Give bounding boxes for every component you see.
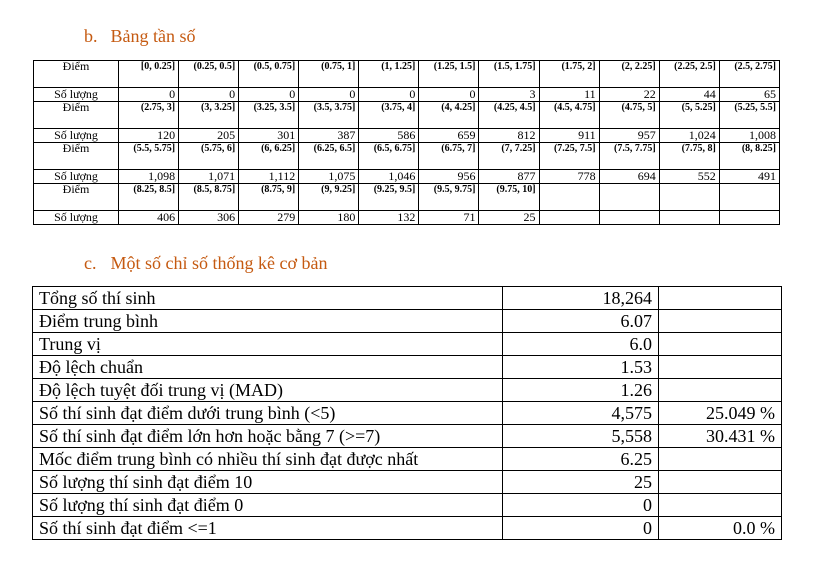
stat-value: 6.0 xyxy=(503,333,659,356)
stat-value: 25 xyxy=(503,471,659,494)
bin-cell: (6, 6.25] xyxy=(239,143,299,170)
bin-cell: (5.5, 5.75] xyxy=(119,143,179,170)
bin-cell: (3.25, 3.5] xyxy=(239,102,299,129)
bin-cell: (4.25, 4.5] xyxy=(479,102,539,129)
count-cell: 911 xyxy=(539,129,599,143)
count-cell: 956 xyxy=(419,170,479,184)
bin-cell: (7.5, 7.75] xyxy=(599,143,659,170)
stat-row xyxy=(33,402,782,425)
bin-cell: (3.75, 4] xyxy=(359,102,419,129)
count-cell xyxy=(659,211,719,225)
bin-cell: (0.75, 1] xyxy=(299,61,359,88)
stat-label: Số thí sinh đạt điểm dưới trung bình (<5) xyxy=(33,402,503,425)
count-cell: 205 xyxy=(179,129,239,143)
count-cell: 659 xyxy=(419,129,479,143)
stat-row xyxy=(33,333,782,356)
stat-label: Độ lệch tuyệt đối trung vị (MAD) xyxy=(33,379,503,402)
score-row xyxy=(34,61,780,88)
bin-cell: (4.75, 5] xyxy=(599,102,659,129)
stat-label: Độ lệch chuẩn xyxy=(33,356,503,379)
section-marker: b. xyxy=(84,26,98,46)
frequency-table xyxy=(33,60,780,225)
bin-cell: (1.25, 1.5] xyxy=(419,61,479,88)
row-label: Số lượng xyxy=(34,129,119,143)
bin-cell: (9.5, 9.75] xyxy=(419,184,479,211)
count-cell: 387 xyxy=(299,129,359,143)
bin-cell: (0.5, 0.75] xyxy=(239,61,299,88)
bin-cell: (2.5, 2.75] xyxy=(719,61,779,88)
count-cell: 552 xyxy=(659,170,719,184)
stat-label: Trung vị xyxy=(33,333,503,356)
count-cell xyxy=(539,211,599,225)
count-cell: 0 xyxy=(419,88,479,102)
stat-percent xyxy=(659,287,782,310)
count-cell xyxy=(719,211,779,225)
row-label: Điểm xyxy=(34,61,119,88)
count-cell: 1,024 xyxy=(659,129,719,143)
stat-label: Số thí sinh đạt điểm <=1 xyxy=(33,517,503,540)
stat-row xyxy=(33,425,782,448)
stat-percent xyxy=(659,333,782,356)
bin-cell: (6.75, 7] xyxy=(419,143,479,170)
bin-cell: (7.75, 8] xyxy=(659,143,719,170)
count-cell: 65 xyxy=(719,88,779,102)
count-cell: 0 xyxy=(299,88,359,102)
count-row xyxy=(34,170,780,184)
count-cell: 877 xyxy=(479,170,539,184)
stat-row xyxy=(33,310,782,333)
statistics-table xyxy=(32,286,782,540)
score-row xyxy=(34,102,780,129)
row-label: Số lượng xyxy=(34,88,119,102)
bin-cell: (3, 3.25] xyxy=(179,102,239,129)
stat-percent: 25.049 % xyxy=(659,402,782,425)
stat-row xyxy=(33,287,782,310)
row-label: Điểm xyxy=(34,102,119,129)
stat-value: 18,264 xyxy=(503,287,659,310)
count-cell: 3 xyxy=(479,88,539,102)
count-cell: 132 xyxy=(359,211,419,225)
count-row xyxy=(34,211,780,225)
count-row xyxy=(34,88,780,102)
stat-value: 0 xyxy=(503,517,659,540)
row-label: Điểm xyxy=(34,184,119,211)
stat-value: 1.26 xyxy=(503,379,659,402)
count-cell: 301 xyxy=(239,129,299,143)
bin-cell: [0, 0.25] xyxy=(119,61,179,88)
statistics-table-body xyxy=(33,287,782,540)
stat-percent: 0.0 % xyxy=(659,517,782,540)
count-cell: 0 xyxy=(179,88,239,102)
score-row xyxy=(34,143,780,170)
bin-cell xyxy=(719,184,779,211)
bin-cell: (5.75, 6] xyxy=(179,143,239,170)
stat-label: Số lượng thí sinh đạt điểm 0 xyxy=(33,494,503,517)
score-row xyxy=(34,184,780,211)
stat-row xyxy=(33,494,782,517)
bin-cell: (2, 2.25] xyxy=(599,61,659,88)
stat-label: Số lượng thí sinh đạt điểm 10 xyxy=(33,471,503,494)
frequency-table-body xyxy=(34,61,780,225)
bin-cell: (1.75, 2] xyxy=(539,61,599,88)
stat-label: Điểm trung bình xyxy=(33,310,503,333)
stat-value: 0 xyxy=(503,494,659,517)
stat-percent: 30.431 % xyxy=(659,425,782,448)
count-cell: 306 xyxy=(179,211,239,225)
stat-percent xyxy=(659,379,782,402)
bin-cell: (8.75, 9] xyxy=(239,184,299,211)
bin-cell: (1, 1.25] xyxy=(359,61,419,88)
count-cell: 1,008 xyxy=(719,129,779,143)
bin-cell: (9.75, 10] xyxy=(479,184,539,211)
bin-cell: (9.25, 9.5] xyxy=(359,184,419,211)
bin-cell: (2.25, 2.5] xyxy=(659,61,719,88)
count-cell: 586 xyxy=(359,129,419,143)
bin-cell: (7, 7.25] xyxy=(479,143,539,170)
count-cell: 1,098 xyxy=(119,170,179,184)
stat-value: 6.25 xyxy=(503,448,659,471)
bin-cell: (8.5, 8.75] xyxy=(179,184,239,211)
count-cell: 279 xyxy=(239,211,299,225)
stat-value: 6.07 xyxy=(503,310,659,333)
stat-percent xyxy=(659,310,782,333)
row-label: Điểm xyxy=(34,143,119,170)
stat-row xyxy=(33,448,782,471)
bin-cell: (7.25, 7.5] xyxy=(539,143,599,170)
count-cell: 180 xyxy=(299,211,359,225)
bin-cell: (0.25, 0.5] xyxy=(179,61,239,88)
count-cell: 778 xyxy=(539,170,599,184)
section-title: Một số chỉ số thống kê cơ bản xyxy=(110,253,328,273)
count-cell: 44 xyxy=(659,88,719,102)
count-cell: 812 xyxy=(479,129,539,143)
bin-cell xyxy=(539,184,599,211)
bin-cell xyxy=(659,184,719,211)
section-marker: c. xyxy=(84,253,97,273)
stat-percent xyxy=(659,471,782,494)
bin-cell: (9, 9.25] xyxy=(299,184,359,211)
count-cell: 22 xyxy=(599,88,659,102)
count-cell: 0 xyxy=(239,88,299,102)
statistics-heading xyxy=(84,253,328,274)
bin-cell: (4.5, 4.75] xyxy=(539,102,599,129)
count-cell: 1,071 xyxy=(179,170,239,184)
count-row xyxy=(34,129,780,143)
count-cell: 694 xyxy=(599,170,659,184)
count-cell: 491 xyxy=(719,170,779,184)
count-cell xyxy=(599,211,659,225)
stat-percent xyxy=(659,448,782,471)
count-cell: 71 xyxy=(419,211,479,225)
stat-row xyxy=(33,356,782,379)
row-label: Số lượng xyxy=(34,211,119,225)
count-cell: 25 xyxy=(479,211,539,225)
stat-label: Số thí sinh đạt điểm lớn hơn hoặc bằng 7 (>=7) xyxy=(33,425,503,448)
bin-cell: (3.5, 3.75] xyxy=(299,102,359,129)
stat-label: Mốc điểm trung bình có nhiều thí sinh đạt được nhất xyxy=(33,448,503,471)
stat-percent xyxy=(659,494,782,517)
count-cell: 0 xyxy=(119,88,179,102)
count-cell: 957 xyxy=(599,129,659,143)
count-cell: 0 xyxy=(359,88,419,102)
bin-cell: (8, 8.25] xyxy=(719,143,779,170)
bin-cell: (6.25, 6.5] xyxy=(299,143,359,170)
stat-value: 5,558 xyxy=(503,425,659,448)
bin-cell: (1.5, 1.75] xyxy=(479,61,539,88)
row-label: Số lượng xyxy=(34,170,119,184)
bin-cell: (6.5, 6.75] xyxy=(359,143,419,170)
count-cell: 120 xyxy=(119,129,179,143)
count-cell: 1,112 xyxy=(239,170,299,184)
bin-cell: (5.25, 5.5] xyxy=(719,102,779,129)
bin-cell: (4, 4.25] xyxy=(419,102,479,129)
stat-row xyxy=(33,379,782,402)
frequency-table-heading xyxy=(84,26,196,47)
stat-value: 4,575 xyxy=(503,402,659,425)
stat-percent xyxy=(659,356,782,379)
section-title: Bảng tần số xyxy=(110,26,196,46)
bin-cell xyxy=(599,184,659,211)
count-cell: 406 xyxy=(119,211,179,225)
count-cell: 11 xyxy=(539,88,599,102)
stat-label: Tổng số thí sinh xyxy=(33,287,503,310)
stat-row xyxy=(33,517,782,540)
stat-row xyxy=(33,471,782,494)
bin-cell: (8.25, 8.5] xyxy=(119,184,179,211)
bin-cell: (2.75, 3] xyxy=(119,102,179,129)
count-cell: 1,046 xyxy=(359,170,419,184)
count-cell: 1,075 xyxy=(299,170,359,184)
stat-value: 1.53 xyxy=(503,356,659,379)
bin-cell: (5, 5.25] xyxy=(659,102,719,129)
